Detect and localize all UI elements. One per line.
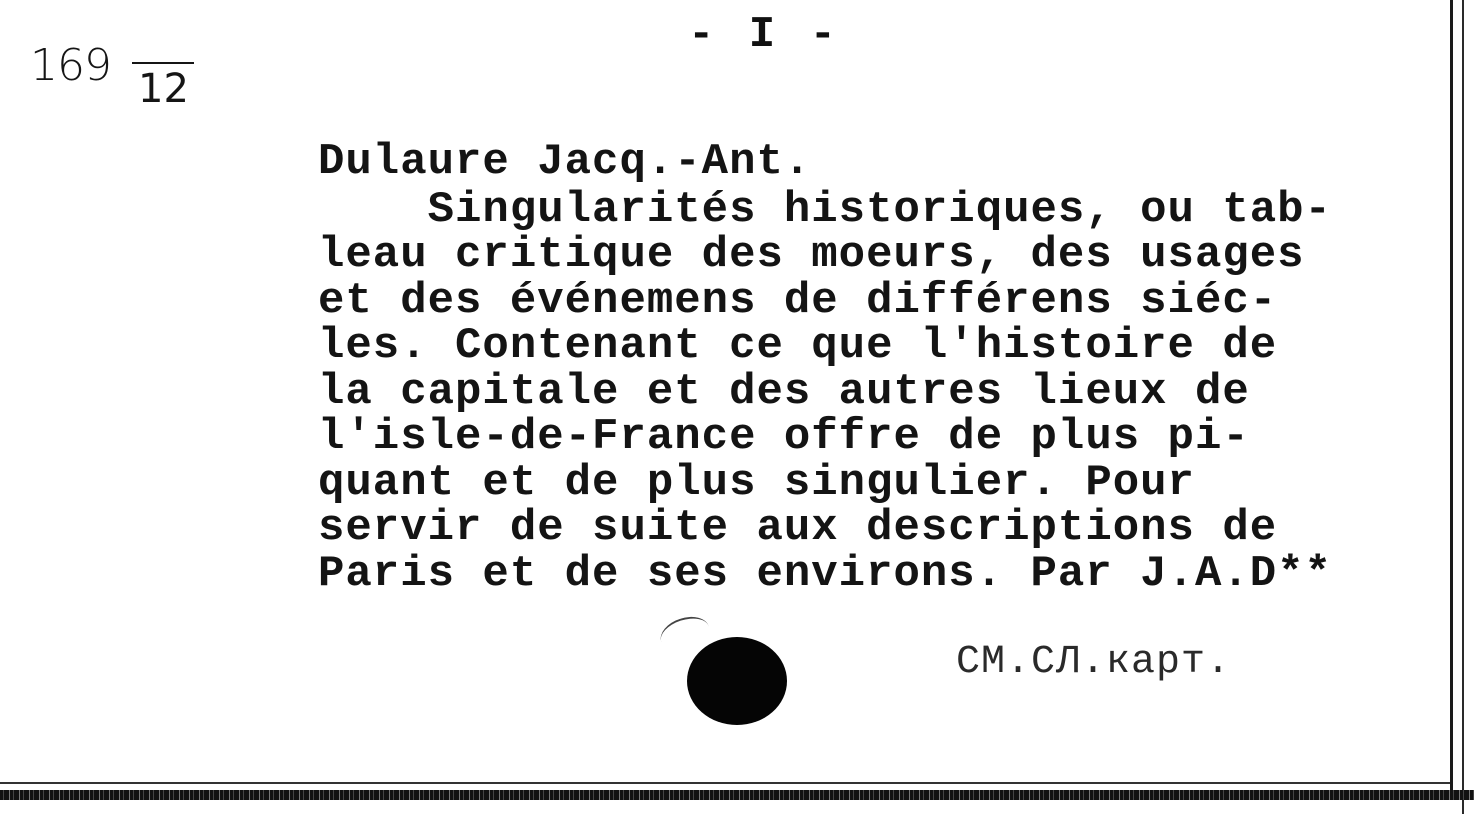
title-line: servir de suite aux descriptions de	[318, 503, 1278, 553]
fraction-bar	[132, 62, 194, 64]
punch-hole	[687, 637, 787, 725]
title-line: Paris et de ses environs. Par J.A.D**	[318, 548, 1332, 599]
title-line: l'isle-de-France offre de plus pi-	[318, 412, 1250, 462]
title-line: leau critique des moeurs, des usages	[318, 230, 1305, 280]
card-right-edge	[1450, 0, 1453, 800]
title-line: et des événemens de différens siéc-	[318, 275, 1278, 326]
page-marker: - I -	[688, 10, 841, 60]
catalog-number: 169	[30, 40, 111, 91]
card-bottom-edge	[0, 790, 1474, 800]
cross-reference: СМ.СЛ.карт.	[956, 640, 1232, 685]
title-line: quant et de plus singulier. Pour	[318, 457, 1195, 508]
author-name: Dulaure Jacq.-Ant.	[318, 137, 812, 187]
card-bottom-line	[0, 782, 1450, 784]
card-right-edge-outer	[1462, 0, 1464, 814]
title-line: Singularités historiques, ou tab-	[318, 184, 1332, 235]
title-line: la capitale et des autres lieux de	[318, 366, 1250, 417]
catalog-sub-number: 12	[138, 66, 189, 112]
title-line: les. Contenant ce que l'histoire de	[318, 321, 1278, 371]
bibliographic-entry	[318, 137, 1438, 599]
